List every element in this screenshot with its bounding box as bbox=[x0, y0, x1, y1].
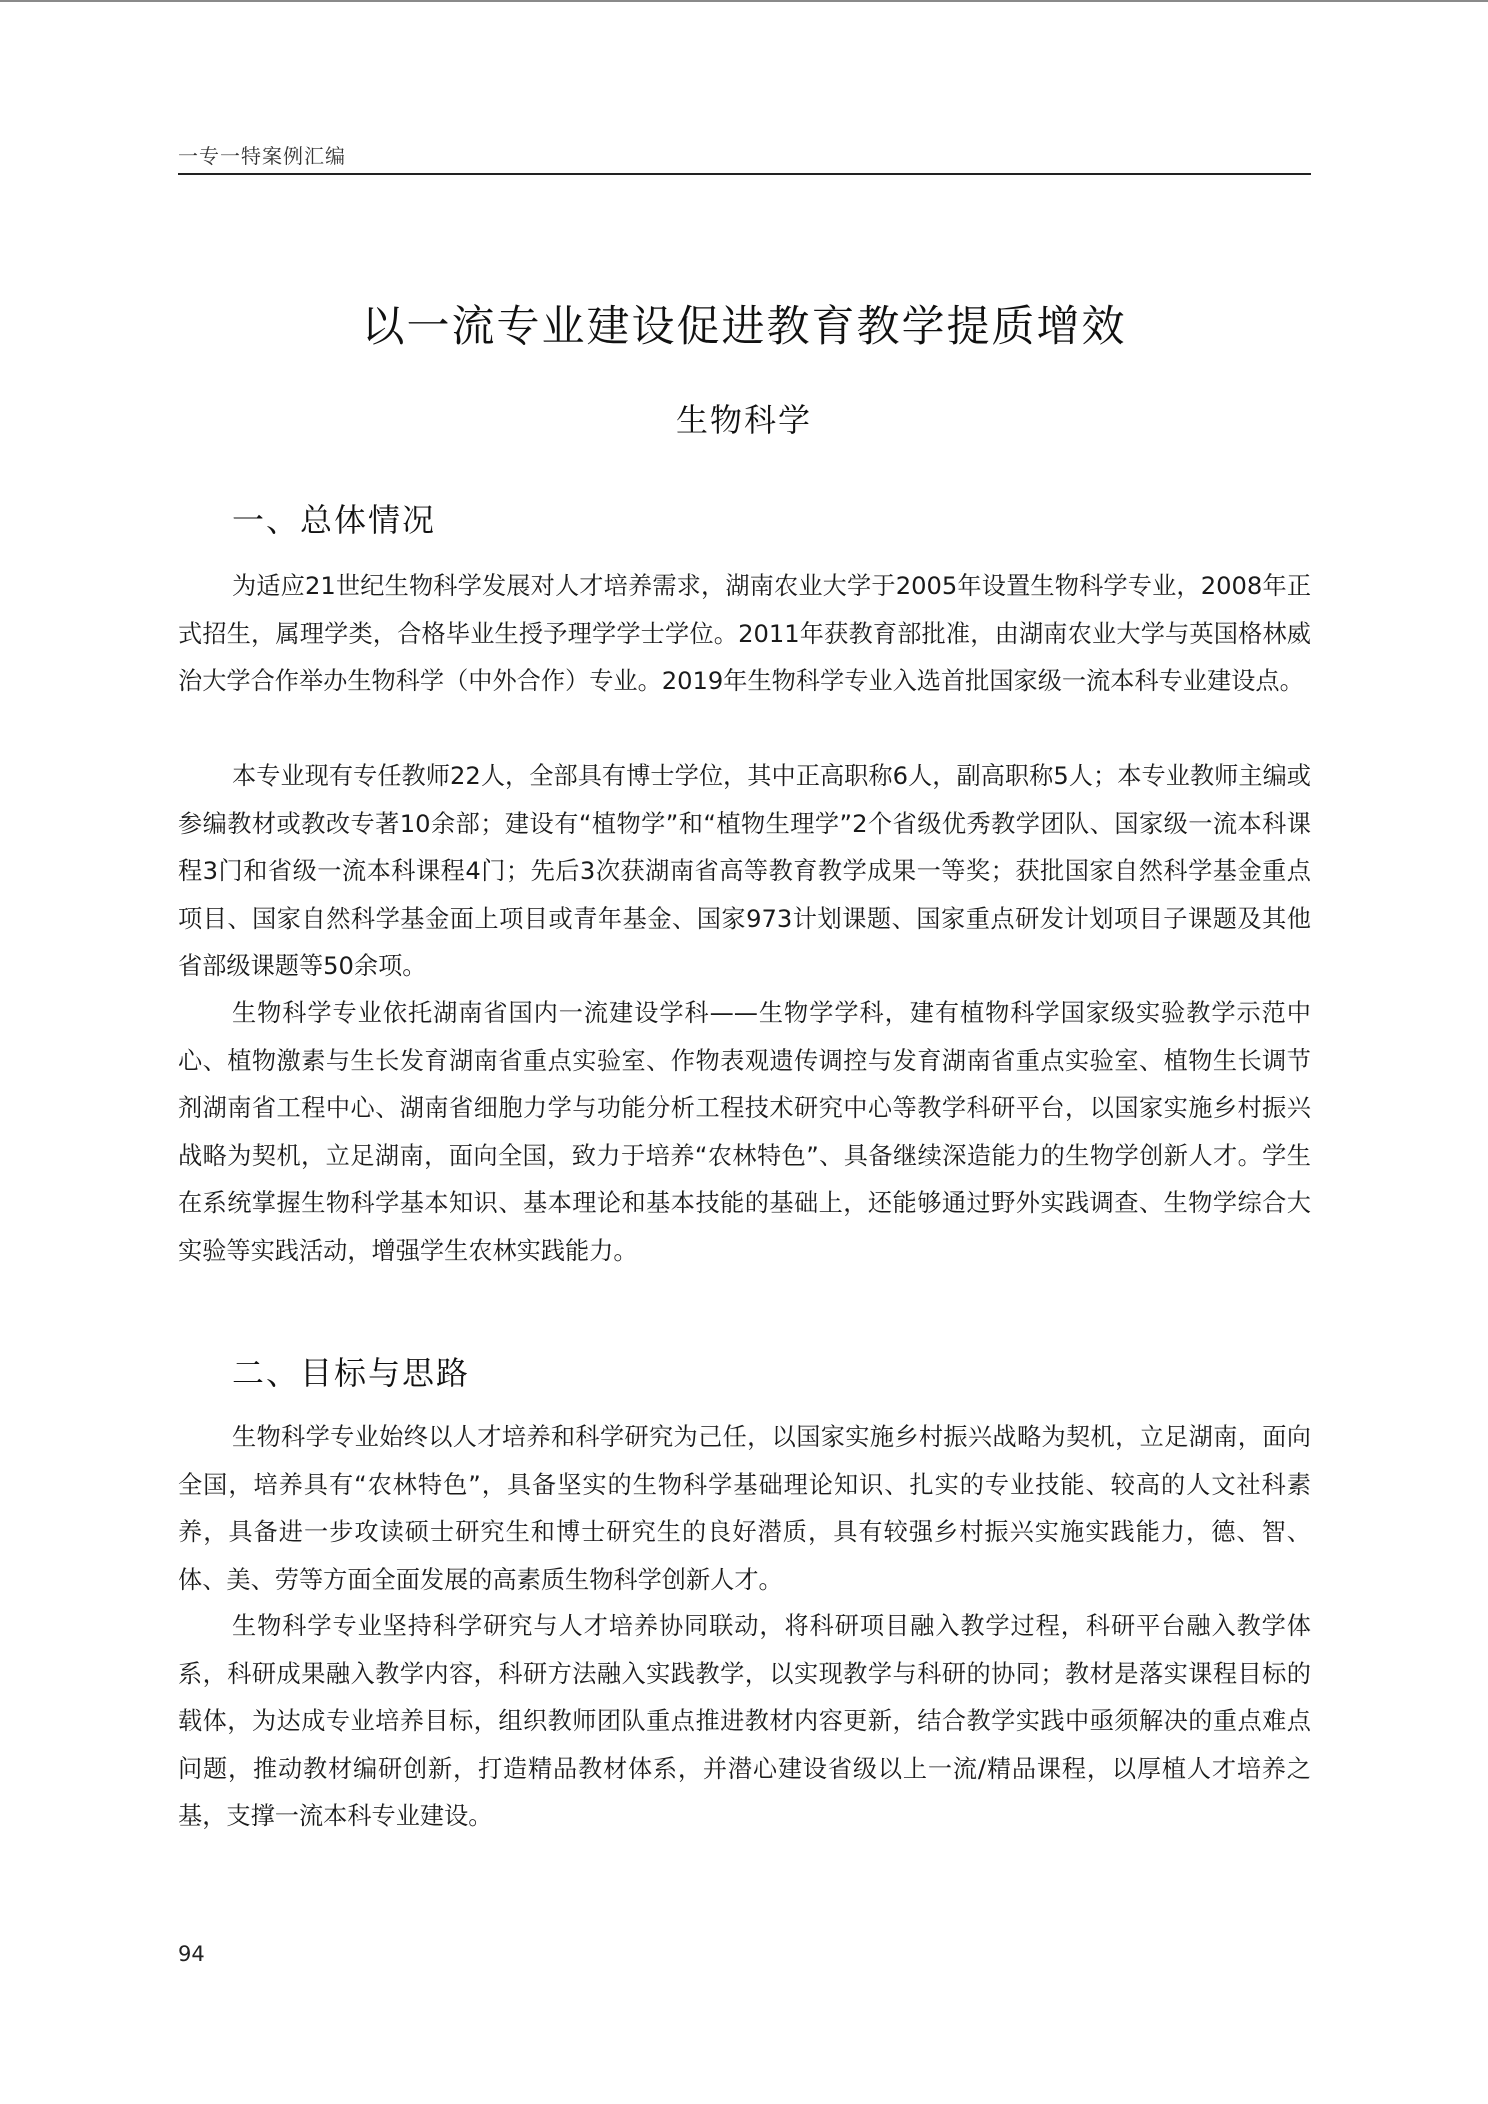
page-number: 94 bbox=[178, 1942, 205, 1966]
header-rule bbox=[178, 173, 1311, 175]
page-top-edge bbox=[0, 0, 1488, 2]
paragraph-overview-3: 生物科学专业依托湖南省国内一流建设学科——生物学学科，建有植物科学国家级实验教学示范中心、植物激素与生长发育湖南省重点实验室、作物表观遗传调控与发育湖南省重点实验室、植物生长调节剂湖南省工程中心、湖南省细胞力学与功能分析工程技术研究中心等教学科研平台，以国家实施乡村振兴战略为契机，立足湖南，面向全国，致力于培养“农林特色”、具备继续深造能力的生物学创新人才。学生在系统掌握生物科学基本知识、基本理论和基本技能的基础上，还能够通过野外实践调查、生物学综合大实验等实践活动，增强学生农林实践能力。 bbox=[178, 999, 1311, 1265]
paragraph-overview-1: 为适应21世纪生物科学发展对人才培养需求，湖南农业大学于2005年设置生物科学专业，2008年正式招生，属理学类，合格毕业生授予理学学士学位。2011年获教育部批准，由湖南农业大学与英国格林威治大学合作举办生物科学（中外合作）专业。2019年生物科学专业入选首批国家级一流本科专业建设点。 bbox=[178, 572, 1311, 695]
running-header: 一专一特案例汇编 bbox=[178, 144, 346, 168]
article-subtitle: 生物科学 bbox=[675, 401, 812, 439]
paragraph-goals-1: 生物科学专业始终以人才培养和科学研究为己任，以国家实施乡村振兴战略为契机，立足湖南，面向全国，培养具有“农林特色”，具备坚实的生物科学基础理论知识、扎实的专业技能、较高的人文社科素养，具备进一步攻读硕士研究生和博士研究生的良好潜质，具有较强乡村振兴实施实践能力，德、智、体、美、劳等方面全面发展的高素质生物科学创新人才。 bbox=[178, 1423, 1311, 1594]
section-heading-goals: 二、目标与思路 bbox=[232, 1354, 471, 1392]
paragraph-goals-2: 生物科学专业坚持科学研究与人才培养协同联动，将科研项目融入教学过程，科研平台融入教学体系，科研成果融入教学内容，科研方法融入实践教学，以实现教学与科研的协同；教材是落实课程目标的载体，为达成专业培养目标，组织教师团队重点推进教材内容更新，结合教学实践中亟须解决的重点难点问题，推动教材编研创新，打造精品教材体系，并潜心建设省级以上一流/精品课程，以厚植人才培养之基，支撑一流本科专业建设。 bbox=[178, 1612, 1311, 1830]
paragraph-overview-2: 本专业现有专任教师22人，全部具有博士学位，其中正高职称6人，副高职称5人；本专业教师主编或参编教材或教改专著10余部；建设有“植物学”和“植物生理学”2个省级优秀教学团队、国家级一流本科课程3门和省级一流本科课程4门；先后3次获湖南省高等教育教学成果一等奖；获批国家自然科学基金重点项目、国家自然科学基金面上项目或青年基金、国家973计划课题、国家重点研发计划项目子课题及其他省部级课题等50余项。 bbox=[178, 762, 1311, 980]
section-heading-overview: 一、总体情况 bbox=[232, 501, 437, 539]
article-title: 以一流专业建设促进教育教学提质增效 bbox=[361, 302, 1127, 352]
